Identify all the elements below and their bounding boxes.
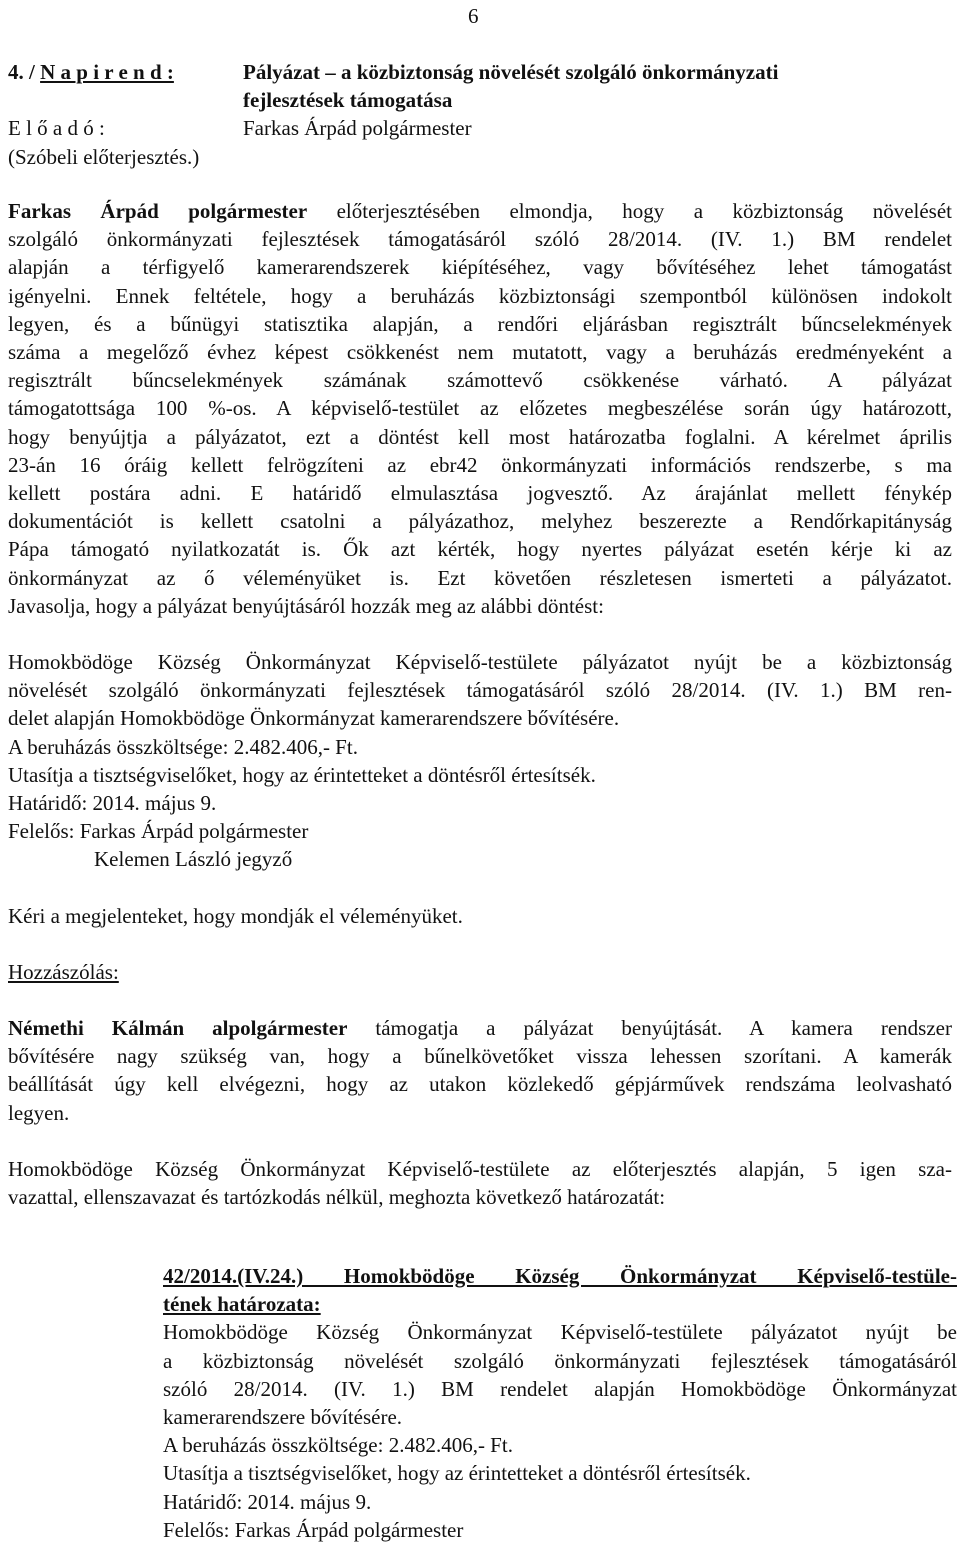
request-text: Kéri a megjelenteket, hogy mondják el véleményüket. xyxy=(8,903,463,928)
minutes-body xyxy=(8,197,952,1211)
presenter-label: E l ő a d ó : xyxy=(8,116,105,141)
resolution-deadline: Határidő: 2014. május 9. xyxy=(163,1489,372,1514)
agenda-number: 4. / xyxy=(8,60,35,84)
intro-line: hogy benyújtja a pályázatot, ezt a döntést kell most határozatba foglalni. A kérelmet április xyxy=(8,424,952,449)
intro-line: igényelni. Ennek feltétele, hogy a beruházás közbiztonsági szempontból különösen indokolt xyxy=(8,283,952,308)
intro-line: 23-án 16 óráig kellett felrögzíteni az ebr42 önkormányzati információs rendszerbe, s ma xyxy=(8,452,952,477)
proposal-instruct: Utasítja a tisztségviselőket, hogy az érintetteket a döntésről értesítsék. xyxy=(8,762,596,787)
comment-line: bővítésére nagy szükség van, hogy a bűnelkövetőket vissza lehessen szorítani. A kamerák xyxy=(8,1044,952,1069)
resolution-line: Homokbödöge Község Önkormányzat Képviselő-testülete pályázatot nyújt be xyxy=(163,1320,957,1345)
intro-line: Farkas Árpád polgármester előterjesztésében elmondja, hogy a közbiztonság növelését xyxy=(8,199,952,223)
resolution-cost: A beruházás összköltsége: 2.482.406,- Ft. xyxy=(163,1433,513,1458)
resolution-responsible: Felelős: Farkas Árpád polgármester xyxy=(163,1517,464,1542)
vote-line: vazattal, ellenszavazat és tartózkodás nélkül, meghozta következő határozatát: xyxy=(8,1185,666,1210)
agenda-header xyxy=(8,58,948,171)
comment-line: Némethi Kálmán alpolgármester támogatja a pályázat benyújtását. A kamera rendszer xyxy=(8,1016,952,1041)
resolution-line: kamerarendszere bővítésére. xyxy=(163,1405,403,1430)
intro-line: száma a megelőző évhez képest csökkenést nem mutatott, vagy a beruházás eredményeként a xyxy=(8,340,952,365)
intro-line: regisztrált bűncselekmények számának számottevő csökkenése várható. A pályázat xyxy=(8,368,952,393)
intro-line: Javasolja, hogy a pályázat benyújtásáról hozzák meg az alábbi döntést: xyxy=(8,593,604,618)
agenda-presenter-row xyxy=(8,114,948,142)
intro-line: dokumentációt is kellett csatolni a pályázathoz, melyhez beszerezte a Rendőrkapitányság xyxy=(8,509,952,534)
intro-line: kellett postára adni. E határidő elmulasztása jogvesztő. Az árajánlat mellett fénykép xyxy=(8,481,952,506)
intro-line: szolgáló önkormányzati fejlesztések támogatásáról szóló 28/2014. (IV. 1.) BM rendelet xyxy=(8,227,952,252)
agenda-title-line1: Pályázat – a közbiztonság növelését szolgáló önkormányzati xyxy=(243,60,779,84)
comment-line: beállítását úgy kell elvégezni, hogy az utakon közlekedő gépjárművek rendszáma leolvasható xyxy=(8,1072,952,1097)
agenda-title-row xyxy=(8,58,948,86)
resolution-line: a közbiztonság növelését szolgáló önkormányzati fejlesztések támogatásáról xyxy=(163,1348,957,1373)
resolution-title: 42/2014.(IV.24.) Homokbödöge Község Önkormányzat Képviselő-testüle- xyxy=(163,1264,957,1288)
proposal-line: növelését szolgáló önkormányzati fejlesztések támogatásáról szóló 28/2014. (IV. 1.) BM ren- xyxy=(8,678,952,703)
proposal-line: Homokbödöge Község Önkormányzat Képviselő-testülete pályázatot nyújt be a közbiztonság xyxy=(8,650,952,675)
comment-line: legyen. xyxy=(8,1100,70,1125)
agenda-title-line2: fejlesztések támogatása xyxy=(243,88,453,113)
intro-speaker: Farkas Árpád polgármester xyxy=(8,199,308,223)
proposal-cost: A beruházás összköltsége: 2.482.406,- Ft. xyxy=(8,734,358,759)
intro-line: alapján a térfigyelő kamerarendszerek kiépítéséhez, vagy bővítéséhez lehet támogatást xyxy=(8,255,952,280)
agenda-label: N a p i r e n d : xyxy=(40,60,174,84)
resolution-block xyxy=(163,1262,957,1544)
intro-line: támogatottsága 100 %-os. A képviselő-testület az előzetes megbeszélése során úgy határozott, xyxy=(8,396,952,421)
comments-heading: Hozzászólás: xyxy=(8,959,119,984)
proposal-deadline: Határidő: 2014. május 9. xyxy=(8,791,217,816)
proposal-line: delet alapján Homokbödöge Önkormányzat kamerarendszere bővítésére. xyxy=(8,706,620,731)
resolution-instruct: Utasítja a tisztségviselőket, hogy az érintetteket a döntésről értesítsék. xyxy=(163,1461,751,1486)
agenda-note: (Szóbeli előterjesztés.) xyxy=(8,144,200,169)
intro-line: önkormányzat az ő véleményüket is. Ezt követően részletesen ismerteti a pályázatot. xyxy=(8,565,952,590)
vote-line: Homokbödöge Község Önkormányzat Képviselő-testülete az előterjesztés alapján, 5 igen sza- xyxy=(8,1156,952,1181)
presenter-name: Farkas Árpád polgármester xyxy=(243,116,472,141)
resolution-title-2: tének határozata: xyxy=(163,1292,321,1317)
intro-line: legyen, és a bűnügyi statisztika alapján, a rendőri eljárásban regisztrált bűncselekmények xyxy=(8,311,952,336)
intro-line: Pápa támogató nyilatkozatát is. Ők azt kérték, hogy nyertes pályázat esetén kérje ki az xyxy=(8,537,952,562)
resolution-line: szóló 28/2014. (IV. 1.) BM rendelet alapján Homokbödöge Önkormányzat xyxy=(163,1376,957,1401)
comment-speaker: Némethi Kálmán alpolgármester xyxy=(8,1016,348,1041)
proposal-responsible: Felelős: Farkas Árpád polgármester xyxy=(8,819,309,844)
page-number: 6 xyxy=(468,4,479,28)
proposal-responsible-2: Kelemen László jegyző xyxy=(94,847,293,872)
